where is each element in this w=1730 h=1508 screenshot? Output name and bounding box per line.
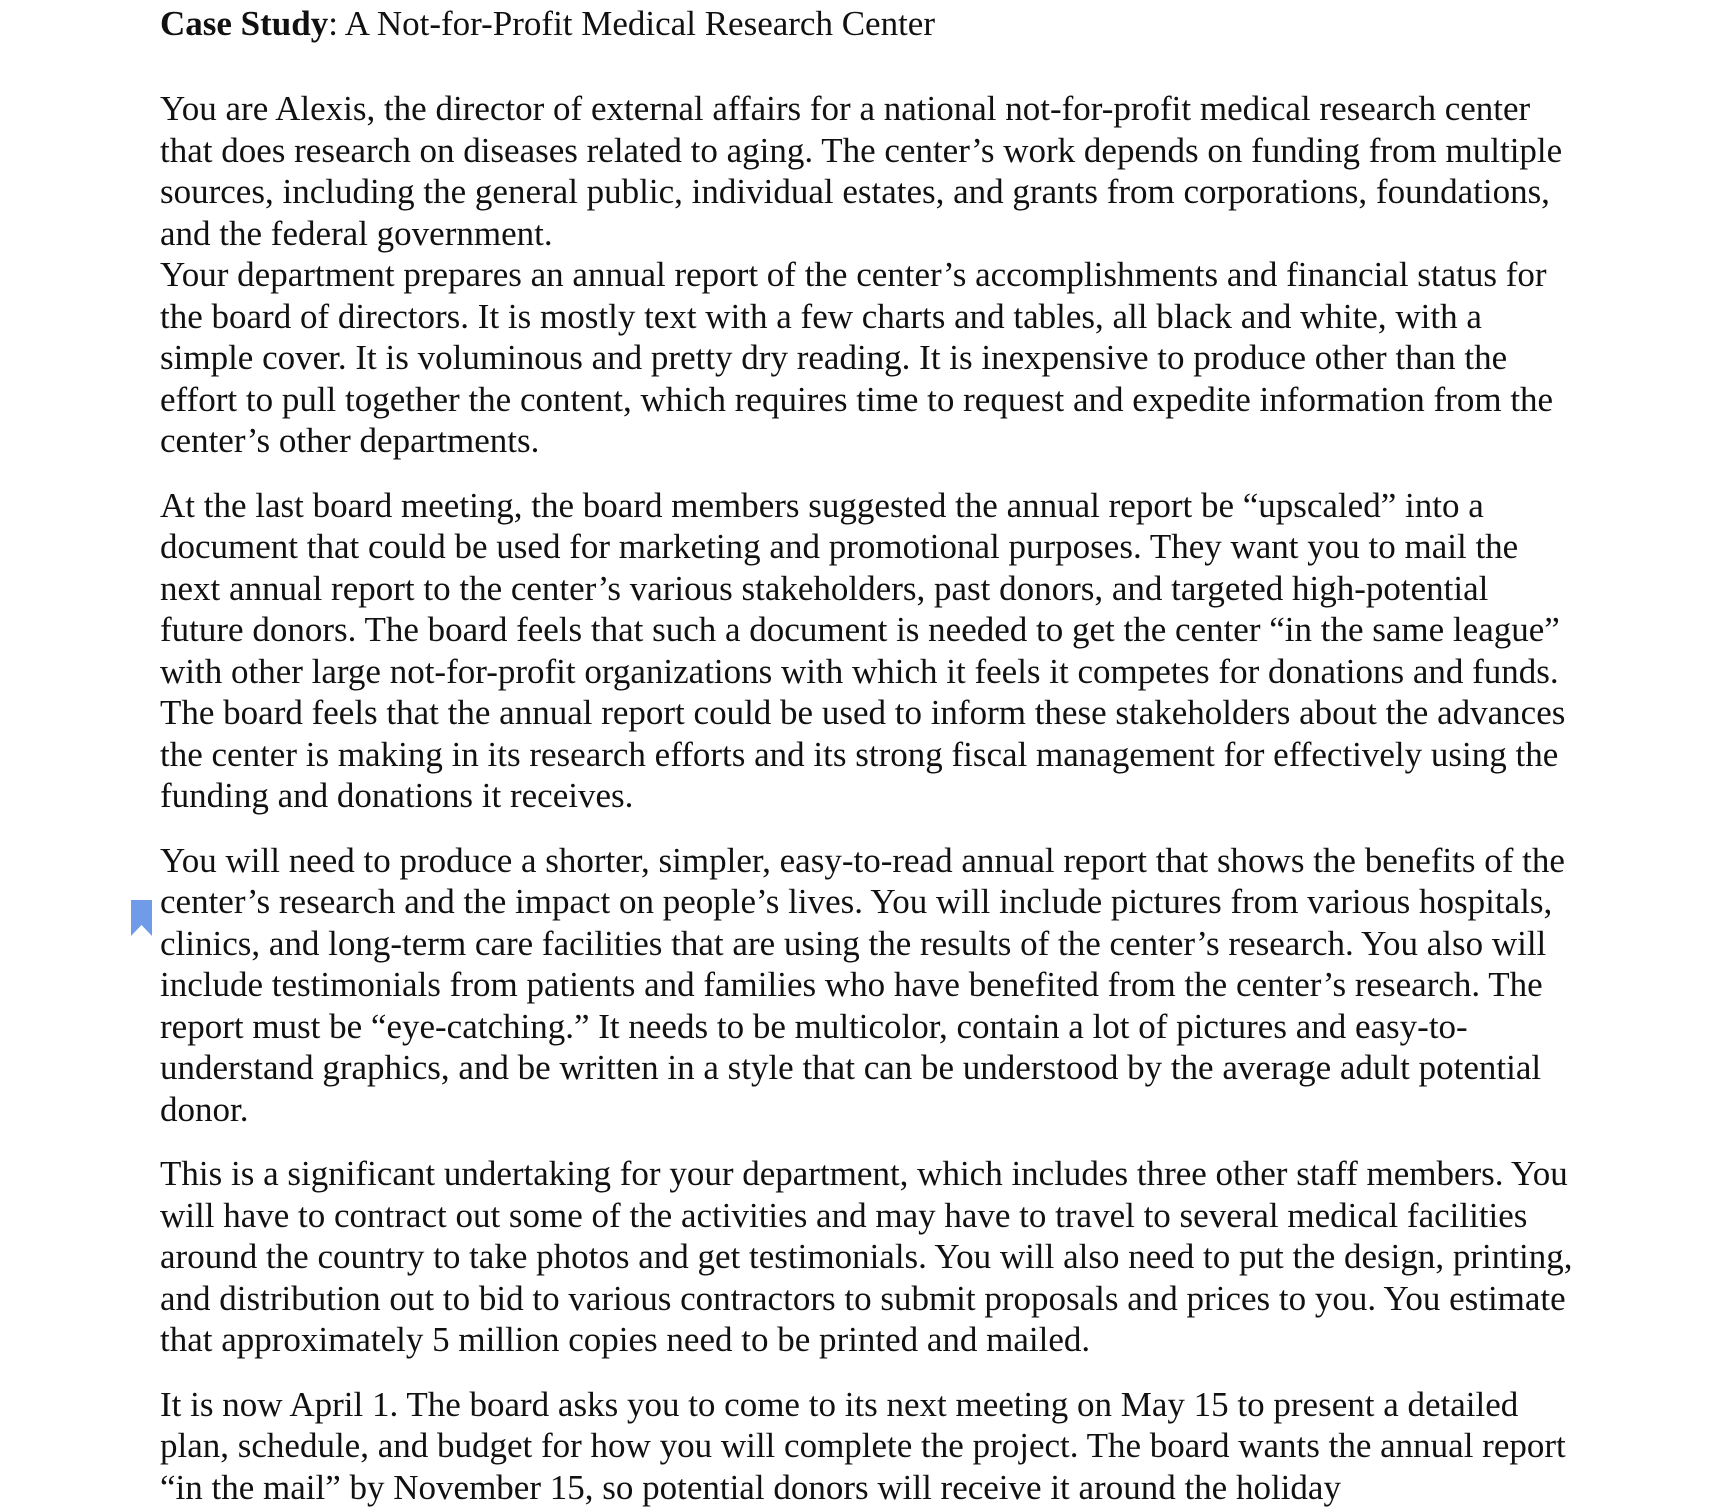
paragraph-3: At the last board meeting, the board members suggested the annual report be “upscaled” into a document that could be used for marketing and promotional purposes. They want you to mail the next annual report to the center’s various stakeholders, past donors, and targeted high-potential future donors. The board feels that such a document is needed to get the center “in the same league” with other large not-for-profit organizations with which it feels it competes for donations and funds. The board feels that the annual report could be used to inform these stakeholders about the advances the center is making in its research efforts and its strong fiscal management for effectively using the funding and donations it receives. [160, 485, 1580, 817]
paragraph-2: Your department prepares an annual report of the center’s accomplishments and financial status for the board of directors. It is mostly text with a few charts and tables, all black and white, with a simple cover. It is voluminous and pretty dry reading. It is inexpensive to produce other than the effort to pull together the content, which requires time to request and expedite information from the center’s other departments. [160, 254, 1580, 462]
paragraph-5: This is a significant undertaking for your department, which includes three other staff members. You will have to contract out some of the activities and may have to travel to several medical facilities around the country to take photos and get testimonials. You will also need to put the design, printing, and distribution out to bid to various contractors to submit proposals and prices to you. You estimate that approximately 5 million copies need to be printed and mailed. [160, 1153, 1580, 1361]
paragraph-6: It is now April 1. The board asks you to come to its next meeting on May 15 to present a detailed plan, schedule, and budget for how you will complete the project. The board wants the annual report “in the mail” by November 15, so potential donors will receive it around the holiday [160, 1384, 1580, 1508]
document-page [160, 0, 1580, 1508]
title-bold-label: Case Study [160, 4, 328, 43]
document-title [160, 2, 1580, 46]
bookmark-icon[interactable] [131, 900, 152, 936]
paragraph-4: You will need to produce a shorter, simpler, easy-to-read annual report that shows the benefits of the center’s research and the impact on people’s lives. You will include pictures from various hospitals, clinics, and long-term care facilities that are using the results of the center’s research. You also will include testimonials from patients and families who have benefited from the center’s research. The report must be “eye-catching.” It needs to be multicolor, contain a lot of pictures and easy-to-understand graphics, and be written in a style that can be understood by the average adult potential donor. [160, 840, 1580, 1131]
title-text: : A Not-for-Profit Medical Research Center [328, 4, 935, 43]
paragraph-1: You are Alexis, the director of external affairs for a national not-for-profit medical research center that does research on diseases related to aging. The center’s work depends on funding from multiple sources, including the general public, individual estates, and grants from corporations, foundations, and the federal government. [160, 88, 1580, 254]
